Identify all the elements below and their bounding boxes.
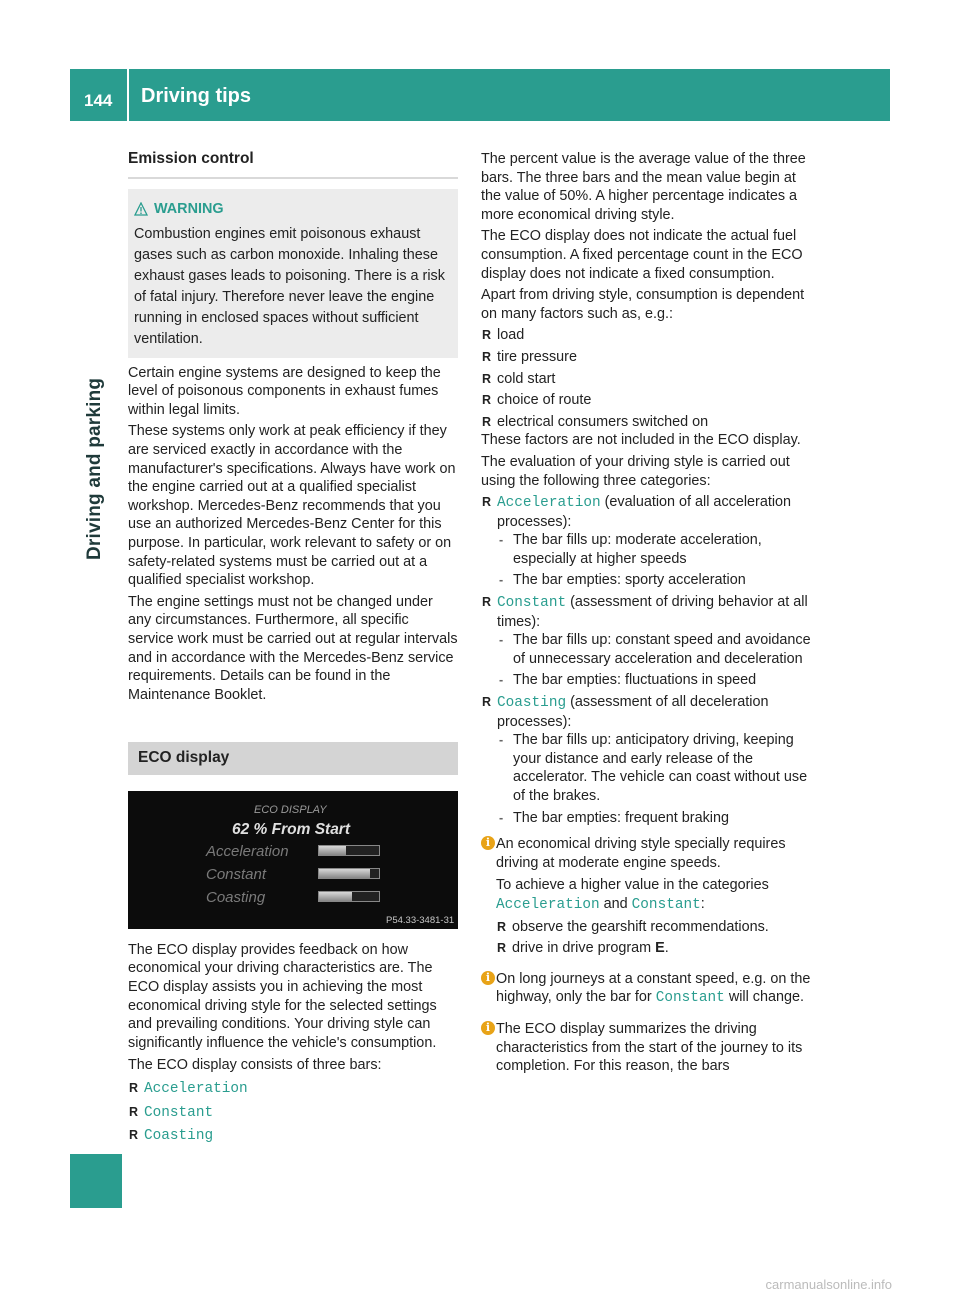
paragraph: The ECO display does not indicate the actual fuel consumption. A fixed percentage count in the ECO display does not indicate a fixed consumption. bbox=[481, 228, 803, 282]
info-icon: i bbox=[481, 971, 495, 985]
sub-item: - The bar fills up: anticipatory driving, keeping your distance and early release of the accelerator. The vehicle can coast without use of the brakes. bbox=[497, 731, 813, 805]
info-note bbox=[481, 970, 813, 1008]
info-note bbox=[481, 835, 813, 958]
colon-glyph: : bbox=[700, 895, 705, 912]
categories-list bbox=[481, 493, 813, 827]
sub-list bbox=[497, 631, 813, 690]
info-icon: i bbox=[481, 836, 495, 850]
category-item bbox=[481, 493, 813, 590]
category-link-coasting[interactable]: Coasting bbox=[497, 695, 567, 712]
paragraph: The percent value is the average value of the three bars. The three bars and the mean value begin at the value of 50%. A higher percentage indicates a more economical driving style. bbox=[481, 151, 806, 223]
drive-program: E bbox=[655, 940, 665, 957]
eco-screen-title: ECO DISPLAY bbox=[254, 803, 327, 816]
category-desc: (assessment of all deceleration processes): bbox=[497, 694, 769, 730]
paragraph: The ECO display provides feedback on how economical your driving characteristics are. The ECO display assists you in achieving the most economical driving style for the selected settings and prevailing conditions. Your driving style can significantly influence the vehicle's consumption. bbox=[128, 941, 437, 1051]
list-item: R observe the gearshift recommendations. bbox=[496, 918, 813, 937]
warning-header bbox=[134, 199, 452, 220]
paragraph: Apart from driving style, consumption is dependent on many factors such as, e.g.: bbox=[481, 287, 805, 322]
eco-bar-coasting bbox=[318, 891, 380, 902]
eco-bar-label: Coasting bbox=[206, 888, 266, 906]
note-text: An economical driving style specially requires driving at moderate engine speeds. bbox=[496, 836, 786, 871]
right-column bbox=[481, 150, 813, 1076]
emission-heading: Emission control bbox=[128, 150, 458, 179]
info-icon: i bbox=[481, 1021, 495, 1035]
warning-triangle-icon bbox=[134, 202, 148, 216]
list-item bbox=[128, 1079, 458, 1099]
list-item: R load bbox=[481, 326, 813, 345]
category-link-acceleration[interactable]: Acceleration bbox=[496, 896, 600, 913]
category-link-acceleration[interactable]: Acceleration bbox=[497, 495, 601, 512]
info-note bbox=[481, 1020, 813, 1076]
note-fragment: and bbox=[603, 895, 628, 912]
eco-display-screen bbox=[128, 791, 458, 929]
warning-box bbox=[128, 189, 458, 358]
paragraph: These factors are not included in the ECO display. bbox=[481, 432, 801, 449]
category-desc: (evaluation of all acceleration processes): bbox=[497, 494, 792, 530]
note-fragment: drive in drive program bbox=[512, 940, 652, 957]
bars-list bbox=[128, 1079, 458, 1146]
eco-bar-constant bbox=[318, 868, 380, 879]
list-item bbox=[128, 1103, 458, 1123]
period-glyph: . bbox=[664, 940, 669, 957]
list-item bbox=[128, 1126, 458, 1146]
paragraph: Certain engine systems are designed to keep the level of poisonous components in exhaust fumes within legal limits. bbox=[128, 364, 441, 418]
note-fragment: To achieve a higher value in the categories bbox=[496, 877, 769, 894]
category-link-acceleration[interactable]: Acceleration bbox=[144, 1081, 248, 1098]
paragraph: The evaluation of your driving style is carried out using the following three categories: bbox=[481, 453, 790, 489]
list-item bbox=[496, 939, 813, 958]
note-text bbox=[496, 876, 813, 914]
note-fragment: On long journeys at a constant speed, e.g. on the highway, only the bar for bbox=[496, 970, 811, 1006]
category-link-constant[interactable]: Constant bbox=[655, 990, 725, 1007]
page-number: 144 bbox=[84, 91, 113, 110]
sub-list bbox=[497, 531, 813, 590]
eco-bar-acceleration bbox=[318, 845, 380, 856]
note-text bbox=[496, 970, 813, 1008]
eco-bar-fill bbox=[319, 846, 346, 855]
paragraph: The ECO display consists of three bars: bbox=[128, 1057, 382, 1074]
category-link-constant[interactable]: Constant bbox=[144, 1104, 214, 1121]
note-fragment: will change. bbox=[728, 989, 805, 1006]
warning-title: WARNING bbox=[154, 200, 224, 217]
eco-bar-label: Constant bbox=[206, 865, 267, 883]
page-title: Driving tips bbox=[141, 85, 252, 107]
list-item: R tire pressure bbox=[481, 348, 813, 367]
sub-item: - The bar empties: frequent braking bbox=[497, 809, 813, 828]
note-text: The ECO display summarizes the driving characteristics from the start of the journey to its completion. For this reason, the bars bbox=[496, 1020, 803, 1075]
list-item: R electrical consumers switched on bbox=[481, 413, 813, 432]
list-item: R cold start bbox=[481, 370, 813, 389]
header-divider bbox=[127, 69, 129, 121]
sidebar-label: Driving and parking bbox=[84, 377, 105, 560]
eco-display-heading: ECO display bbox=[128, 742, 458, 775]
sub-list bbox=[497, 731, 813, 827]
note-list bbox=[496, 918, 813, 958]
eco-bar-fill bbox=[319, 869, 370, 878]
paragraph: The engine settings must not be changed under any circumstances. Furthermore, all specific service work must be carried out at regular intervals and in accordance with the Mercedes-Benz service requirements. Details can be found in the Maintenance Booklet. bbox=[128, 593, 458, 703]
image-code: P54.33-3481-31 bbox=[386, 914, 455, 926]
sidebar-tab-marker bbox=[70, 1154, 122, 1208]
sub-item: - The bar empties: fluctuations in speed bbox=[497, 671, 813, 690]
paragraph: These systems only work at peak efficiency if they are serviced exactly in accordance with the manufacturer's specifications. Always have work on the engine carried out at a qualified specialist workshop. Mercedes-Benz recommends that you use an authorized Mercedes-Benz Center for this purpose. In particular, work relevant to safety or on safety-related systems must be carried out at a qualified specialist workshop. bbox=[128, 423, 456, 589]
list-item: R choice of route bbox=[481, 391, 813, 410]
eco-screen-value: 62 % From Start bbox=[232, 820, 351, 838]
category-link-constant[interactable]: Constant bbox=[497, 595, 567, 612]
sub-item: - The bar fills up: constant speed and avoidance of unnecessary acceleration and deceleration bbox=[497, 631, 813, 668]
category-link-constant[interactable]: Constant bbox=[631, 896, 701, 913]
category-link-coasting[interactable]: Coasting bbox=[144, 1128, 214, 1145]
eco-bar-fill bbox=[319, 892, 352, 901]
left-column bbox=[128, 150, 458, 1146]
warning-text: Combustion engines emit poisonous exhaust gases such as carbon monoxide. Inhaling these exhaust gases leads to poisoning. There is a risk of fatal injury. Therefore never leave the engine running in enclosed spaces without sufficient ventilation. bbox=[134, 225, 445, 347]
category-item bbox=[481, 693, 813, 827]
category-desc: (assessment of driving behavior at all times): bbox=[497, 594, 808, 630]
factors-list bbox=[481, 326, 813, 431]
footer-watermark: carmanualsonline.info bbox=[765, 1277, 892, 1292]
sub-item: - The bar empties: sporty acceleration bbox=[497, 571, 813, 590]
eco-bar-label: Acceleration bbox=[206, 842, 289, 860]
sub-item: - The bar fills up: moderate acceleration, especially at higher speeds bbox=[497, 531, 813, 568]
category-item bbox=[481, 593, 813, 690]
